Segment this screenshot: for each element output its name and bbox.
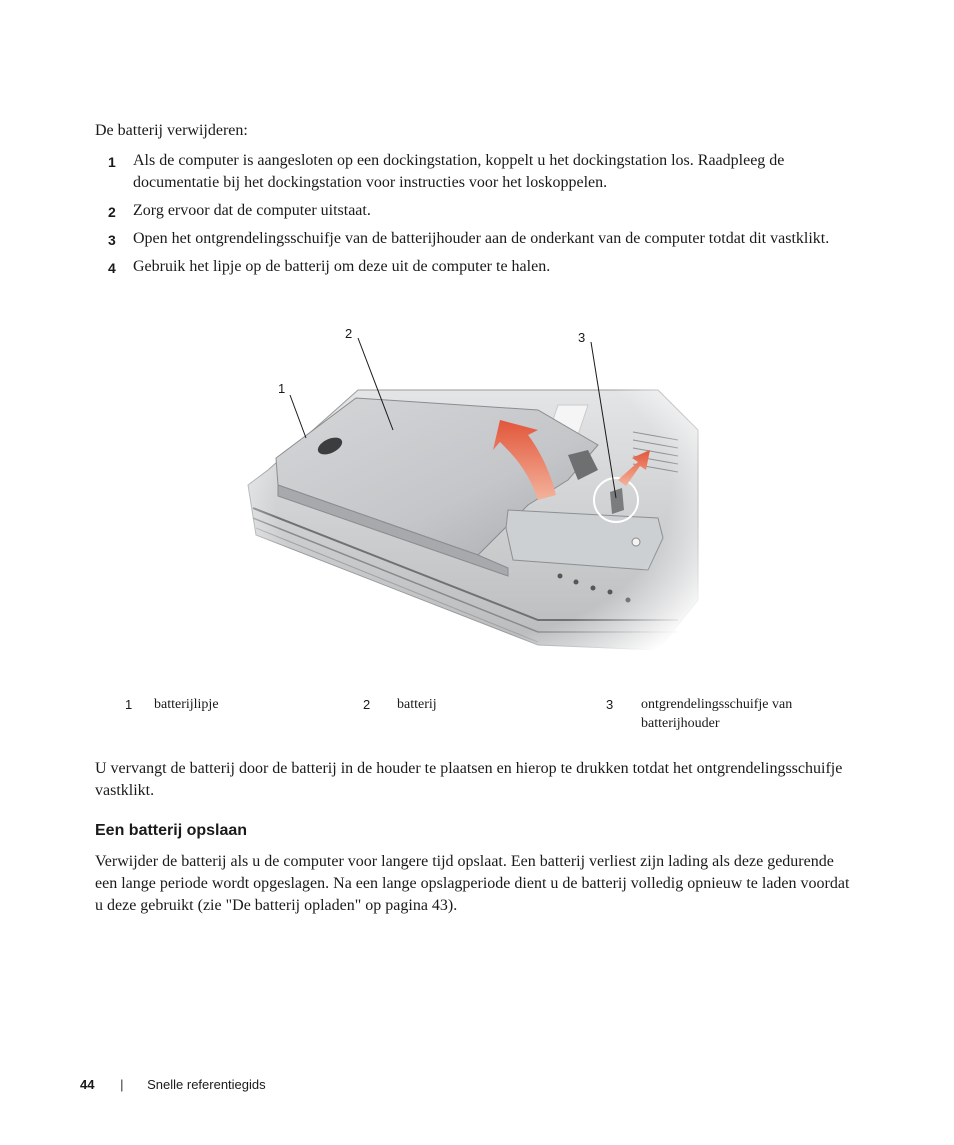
footer-separator: | bbox=[120, 1077, 124, 1092]
step-text: Open het ontgrendelingsschuifje van de batterijhouder aan de onderkant van de computer totdat dit vastklikt. bbox=[133, 230, 830, 247]
legend-number: 3 bbox=[606, 697, 614, 712]
laptop-battery-drawing bbox=[238, 320, 708, 665]
legend-text: batterijlipje bbox=[154, 697, 219, 712]
step-number: 3 bbox=[108, 232, 116, 248]
step-number: 4 bbox=[108, 260, 116, 276]
steps-list bbox=[95, 150, 855, 284]
callout-1: 1 bbox=[278, 381, 286, 396]
battery-removal-illustration bbox=[238, 320, 708, 665]
step-item bbox=[95, 150, 855, 194]
legend-number: 1 bbox=[125, 697, 133, 712]
step-item bbox=[95, 256, 855, 278]
step-text: Als de computer is aangesloten op een dockingstation, koppelt u het dockingstation los. Raadpleeg de documentatie bij het dockingstation voor instructies voor het loskoppelen. bbox=[133, 152, 785, 191]
storage-paragraph: Verwijder de batterij als u de computer voor langere tijd opslaat. Een batterij verliest zijn lading als deze gedurende een lange periode wordt opgeslagen. Na een lange opslagperiode dient u de batterij volledig opnieuw te laden voordat u deze gebruikt (zie "De batterij opladen" op pagina 43). bbox=[95, 853, 850, 914]
page-number: 44 bbox=[80, 1077, 95, 1092]
callout-3: 3 bbox=[578, 330, 586, 345]
step-item bbox=[95, 200, 855, 222]
replace-paragraph: U vervangt de batterij door de batterij in de houder te plaatsen en hierop te drukken totdat het ontgrendelingsschuifje vastklikt. bbox=[95, 760, 843, 799]
step-number: 2 bbox=[108, 204, 116, 220]
step-text: Gebruik het lipje op de batterij om deze uit de computer te halen. bbox=[133, 258, 551, 275]
step-item bbox=[95, 228, 855, 250]
legend-number: 2 bbox=[363, 697, 371, 712]
legend-text: ontgrendelingsschuifje van batterijhouder bbox=[641, 697, 793, 731]
page-footer bbox=[80, 1077, 266, 1092]
footer-title: Snelle referentiegids bbox=[147, 1077, 266, 1092]
section-heading: Een batterij opslaan bbox=[95, 822, 248, 839]
intro-text: De batterij verwijderen: bbox=[95, 122, 248, 139]
step-number: 1 bbox=[108, 154, 116, 170]
legend-text: batterij bbox=[397, 697, 437, 712]
step-text: Zorg ervoor dat de computer uitstaat. bbox=[133, 202, 371, 219]
callout-2: 2 bbox=[345, 326, 353, 341]
